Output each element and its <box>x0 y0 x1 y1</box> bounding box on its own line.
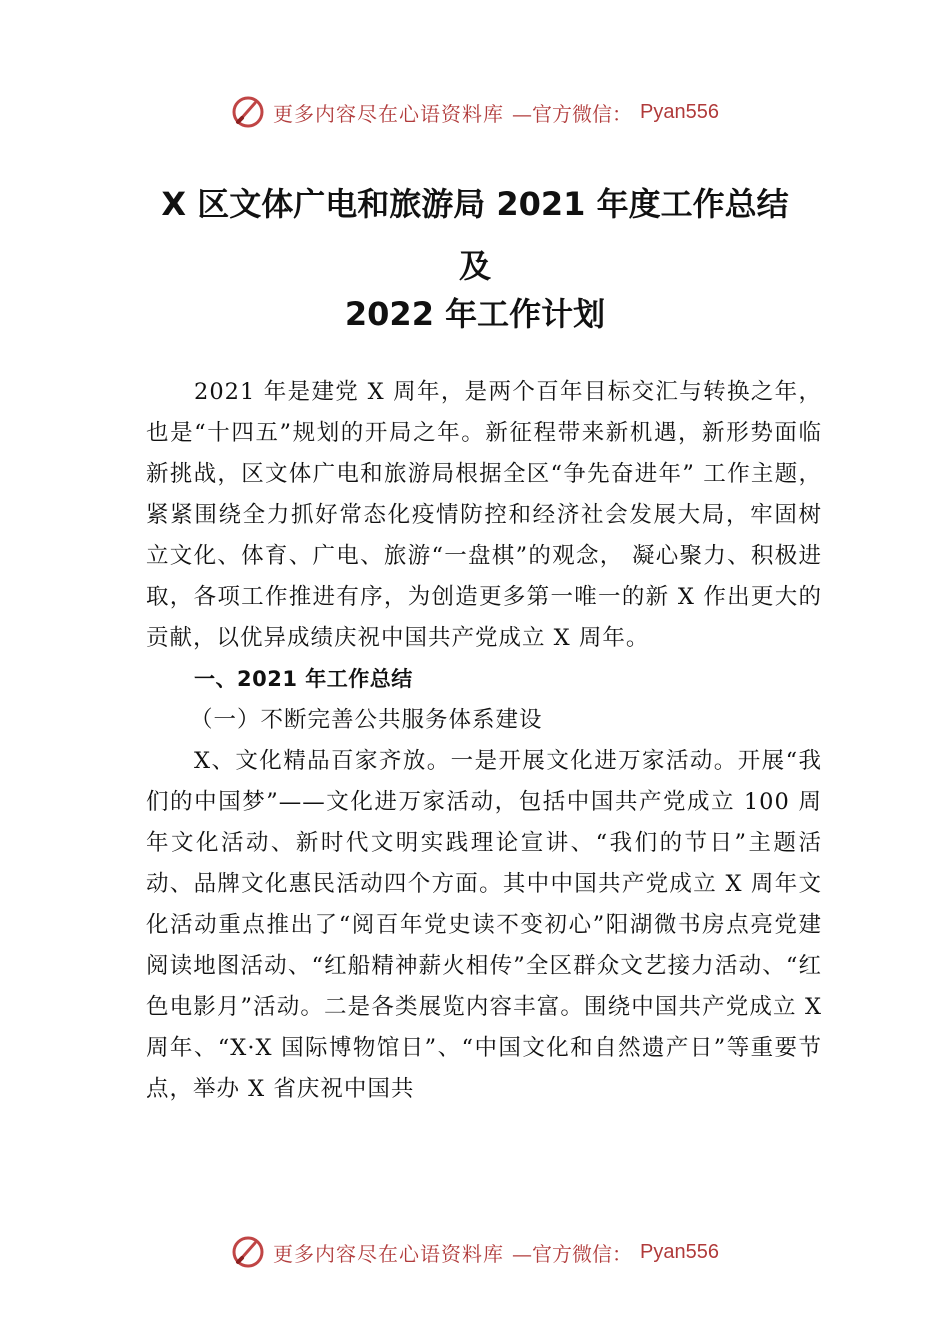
intro-paragraph: 2021 年是建党 X 周年，是两个百年目标交汇与转换之年，也是“十四五”规划的开局之年。新征程带来新机遇，新形势面临新挑战，区文体广电和旅游局根据全区“争先奋进年” 工作主题，紧紧围绕全力抓好常态化疫情防控和经济社会发展大局，牢固树立文化、体育、广电、旅游“一盘棋”的观念， 凝心聚力、积极进取，各项工作推进有序，为创造更多第一唯一的新 X 作出更大的贡献，以优异成绩庆祝中国共产党成立 X 周年。 <box>146 379 822 651</box>
watermark-wechat-id: Pyan556 <box>640 100 719 123</box>
watermark-text: 更多内容尽在心语资料库 <box>273 101 505 126</box>
brush-logo-icon <box>231 1235 265 1269</box>
document-title-line2: 及 <box>458 247 491 285</box>
document-title-line1: X 区文体广电和旅游局 2021 年度工作总结 <box>161 185 789 223</box>
watermark-separator: —官方微信： <box>512 101 633 126</box>
section-heading: 一、2021 年工作总结 <box>194 667 413 691</box>
watermark-wechat-id: Pyan556 <box>640 1240 719 1263</box>
brush-logo-icon <box>231 95 265 129</box>
document-title-line3: 2022 年工作计划 <box>344 295 606 333</box>
watermark-text: 更多内容尽在心语资料库 <box>273 1241 505 1266</box>
subsection-heading: （一）不断完善公共服务体系建设 <box>190 707 543 733</box>
watermark-banner-top <box>0 92 950 132</box>
body-paragraph: X、文化精品百家齐放。一是开展文化进万家活动。开展“我们的中国梦”——文化进万家活动，包括中国共产党成立 100 周年文化活动、新时代文明实践理论宣讲、“我们的节日”主题活动、品牌文化惠民活动四个方面。其中中国共产党成立 X 周年文化活动重点推出了“阅百年党史读不变初心”阳湖微书房点亮党建阅读地图活动、“红船精神薪火相传”全区群众文艺接力活动、“红色电影月”活动。二是各类展览内容丰富。围绕中国共产党成立 X 周年、“X·X 国际博物馆日”、“中国文化和自然遗产日”等重要节点，举办 X 省庆祝中国共 <box>146 748 822 1102</box>
watermark-banner-bottom <box>0 1232 950 1272</box>
watermark-separator: —官方微信： <box>512 1241 633 1266</box>
document-body <box>146 372 822 1110</box>
